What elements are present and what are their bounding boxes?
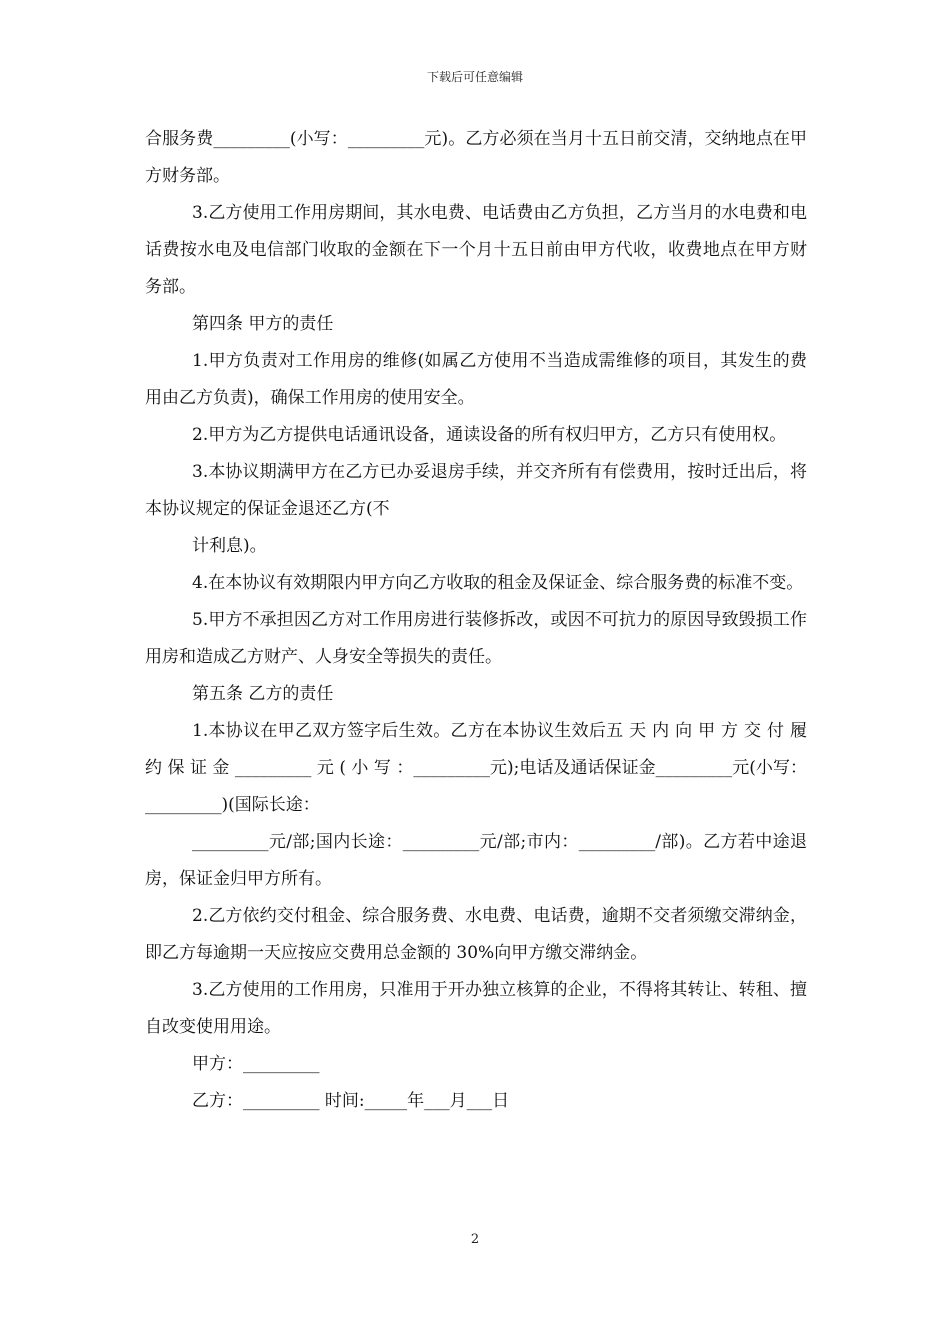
signature-party-a: 甲方：_________ xyxy=(192,1054,320,1074)
article-5-heading: 第五条 乙方的责任 xyxy=(192,684,334,704)
article-4-heading: 第四条 甲方的责任 xyxy=(192,314,334,334)
paragraph-article4-item1: 1.甲方负责对工作用房的维修(如属乙方使用不当造成需维修的项目，其发生的费用由乙方负责)，确保工作用房的使用安全。 xyxy=(145,351,807,408)
signature-party-b-date: 乙方：_________ 时间:_____年___月___日 xyxy=(192,1091,510,1111)
page-header: 下载后可任意编辑 xyxy=(426,70,523,84)
paragraph-service-fee: 合服务费_________(小写：_________元)。乙方必须在当月十五日前交清，交纳地点在甲方财务部。 xyxy=(145,129,807,186)
paragraph-article5-item1: 1.本协议在甲乙双方签字后生效。乙方在本协议生效后五 天 内 向 甲 方 交 付 履 约 保 证 金 _________ 元 ( 小 写 ：_________元);电话及通话保证金_________元(小写：_________)(国际长途： xyxy=(145,721,807,815)
paragraph-article4-item3: 3.本协议期满甲方在乙方已办妥退房手续，并交齐所有有偿费用，按时迁出后，将本协议规定的保证金退还乙方(不 xyxy=(145,462,807,519)
paragraph-utilities: 3.乙方使用工作用房期间，其水电费、电话费由乙方负担，乙方当月的水电费和电话费按水电及电信部门收取的金额在下一个月十五日前由甲方代收，收费地点在甲方财务部。 xyxy=(145,203,807,297)
page-number: 2 xyxy=(470,1232,480,1247)
document-body xyxy=(145,121,807,1120)
paragraph-article4-item3-cont: 计利息)。 xyxy=(192,536,267,556)
paragraph-article4-item4: 4.在本协议有效期限内甲方向乙方收取的租金及保证金、综合服务费的标准不变。 xyxy=(192,573,804,593)
paragraph-article5-item1-cont: _________元/部;国内长途：_________元/部;市内：_________/部)。乙方若中途退房，保证金归甲方所有。 xyxy=(145,832,807,889)
paragraph-article4-item5: 5.甲方不承担因乙方对工作用房进行装修拆改，或因不可抗力的原因导致毁损工作用房和造成乙方财产、人身安全等损失的责任。 xyxy=(145,610,807,667)
paragraph-article5-item3: 3.乙方使用的工作用房，只准用于开办独立核算的企业，不得将其转让、转租、擅自改变使用用途。 xyxy=(145,980,807,1037)
paragraph-article5-item2: 2.乙方依约交付租金、综合服务费、水电费、电话费，逾期不交者须缴交滞纳金，即乙方每逾期一天应按应交费用总金额的 30%向甲方缴交滞纳金。 xyxy=(145,906,807,963)
paragraph-article4-item2: 2.甲方为乙方提供电话通讯设备，通读设备的所有权归甲方，乙方只有使用权。 xyxy=(192,425,787,445)
